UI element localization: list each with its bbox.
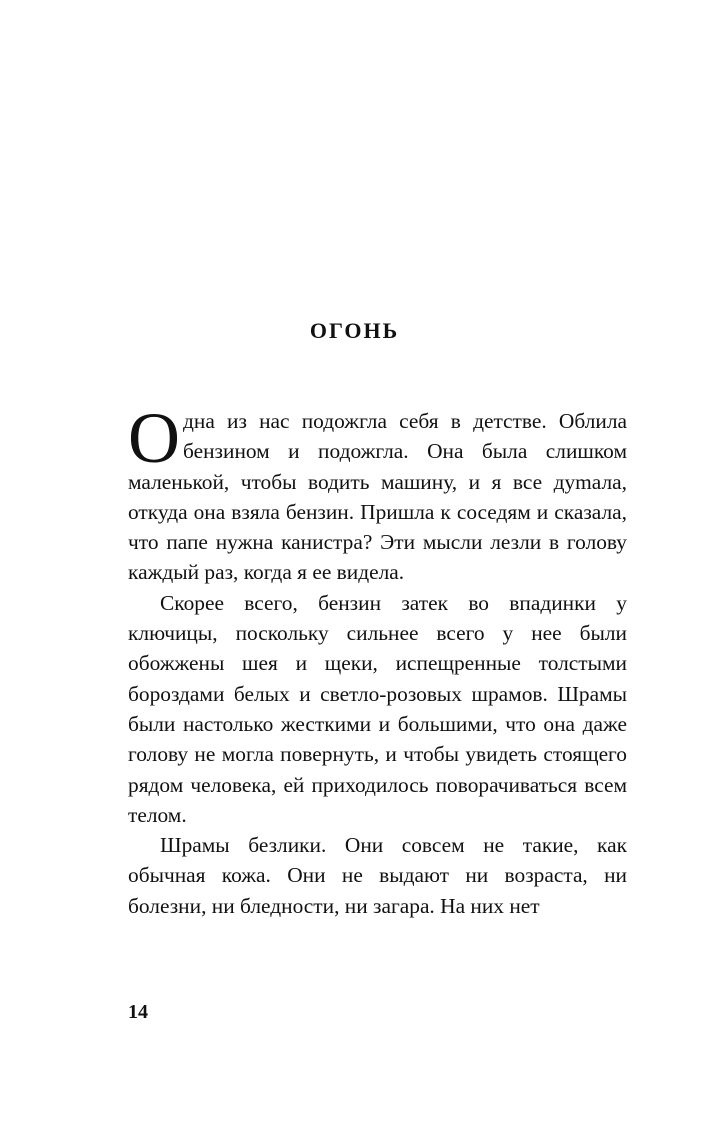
paragraph-3: Шрамы безлики. Они совсем не такие, как обычная кожа. Они не выдают ни возраста, ни болезни, ни бледности, ни загара. На них нет bbox=[128, 833, 627, 918]
paragraph-1-text: дна из нас подожгла себя в детстве. Облила бензином и подожгла. Она была слишком маленькой, чтобы водить машину, и я все дуmала, откуда она взяла бензин. Пришла к соседям и сказала, что папе нужна канистра? Эти мысли лезли в голову каждый раз, когда я ее видела. bbox=[128, 409, 627, 585]
body-text bbox=[128, 398, 627, 921]
paragraph-1 bbox=[128, 398, 627, 588]
paragraph-2: Скорее всего, бензин затек во впадинки у ключицы, поскольку сильнее всего у нее были обожжены шея и щеки, испещренные толстыми бороздами белых и светло-розовых шрамов. Шрамы были настолько жесткими и большими, что она даже голову не могла повернуть, и чтобы увидеть стоящего рядом человека, ей приходилось поворачиваться всем телом. bbox=[128, 590, 627, 827]
page-number: 14 bbox=[128, 1001, 148, 1023]
chapter-title: ОГОНЬ bbox=[309, 318, 400, 343]
drop-cap: О bbox=[128, 398, 180, 478]
